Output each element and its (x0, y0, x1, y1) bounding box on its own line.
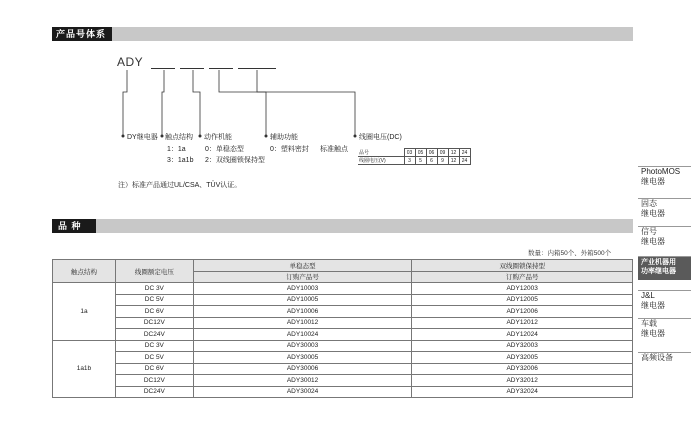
sidebar-item-photomos[interactable] (638, 166, 691, 187)
coil-code-cell: 24 (459, 149, 470, 157)
contact-cell: 1a (53, 283, 116, 341)
sidebar-item-label: 固态 (641, 199, 657, 208)
table-row (53, 386, 633, 398)
coil-voltage-cell: 12 (448, 157, 459, 165)
code-label-coil: 线圈电压(DC) (359, 134, 402, 141)
certification-note: 注）标准产品通过UL/CSA、TÜV认证。 (118, 182, 242, 189)
sidebar-item-label: 继电器 (641, 209, 665, 218)
sidebar-item-label: 功率继电器 (641, 268, 676, 275)
voltage-cell: DC 3V (115, 340, 193, 352)
aux-option-2: 标准触点 (320, 146, 348, 153)
table-row (53, 306, 633, 318)
sidebar-item-label: 信号 (641, 227, 657, 236)
coil-code-cell: 09 (437, 149, 448, 157)
sidebar-item-label: 产业机器用 (641, 259, 676, 266)
header-voltage: 线圈额定电压 (115, 260, 193, 283)
voltage-cell: DC 5V (115, 352, 193, 364)
latching-cell: ADY12012 (412, 317, 633, 329)
function-option-2: 2：双线圈锁保持型 (205, 157, 265, 164)
header-single: 单稳态型 (193, 260, 412, 272)
sidebar-item-label: 继电器 (641, 301, 665, 310)
latching-cell: ADY32005 (412, 352, 633, 364)
latching-cell: ADY12006 (412, 306, 633, 318)
latching-cell: ADY32024 (412, 386, 633, 398)
function-option-1: 0：单稳态型 (205, 146, 244, 153)
contact-option-1: 1：1a (167, 146, 186, 153)
voltage-cell: DC12V (115, 375, 193, 387)
quantity-note: 数量：内箱50个、外箱500个 (528, 250, 612, 257)
sidebar-item-label: PhotoMOS (641, 167, 681, 176)
header-order-no: 订购产品号 (412, 271, 633, 283)
single-cell: ADY30003 (193, 340, 412, 352)
single-cell: ADY30006 (193, 363, 412, 375)
sidebar-item-automotive[interactable] (638, 318, 691, 339)
sidebar-item-label: 高频设备 (641, 353, 673, 362)
latching-cell: ADY32006 (412, 363, 633, 375)
voltage-cell: DC24V (115, 386, 193, 398)
voltage-cell: DC 5V (115, 294, 193, 306)
voltage-cell: DC12V (115, 317, 193, 329)
sidebar-item-industrial-power[interactable] (638, 256, 691, 280)
code-prefix: ADY (117, 55, 144, 69)
coil-code-cell: 03 (404, 149, 415, 157)
latching-cell: ADY12024 (412, 329, 633, 341)
table-row (53, 294, 633, 306)
coil-row-label: 线圈电压(V) (358, 157, 404, 165)
single-cell: ADY30024 (193, 386, 412, 398)
coil-voltage-cell: 9 (437, 157, 448, 165)
single-cell: ADY30005 (193, 352, 412, 364)
contact-cell: 1a1b (53, 340, 116, 398)
latching-cell: ADY32003 (412, 340, 633, 352)
sidebar-item-jl[interactable] (638, 290, 691, 311)
sidebar-item-ssr[interactable] (638, 198, 691, 219)
coil-voltage-table (358, 148, 471, 165)
table-row (53, 329, 633, 341)
single-cell: ADY10005 (193, 294, 412, 306)
section-header-types (52, 219, 633, 233)
code-label-function: 动作机能 (204, 134, 232, 141)
voltage-cell: DC 6V (115, 306, 193, 318)
coil-voltage-cell: 5 (415, 157, 426, 165)
coil-code-cell: 12 (448, 149, 459, 157)
single-cell: ADY10006 (193, 306, 412, 318)
sidebar-item-label: 继电器 (641, 237, 665, 246)
table-row (53, 340, 633, 352)
latching-cell: ADY12003 (412, 283, 633, 295)
coil-code-cell: 05 (415, 149, 426, 157)
single-cell: ADY30012 (193, 375, 412, 387)
single-cell: ADY10012 (193, 317, 412, 329)
section-title: 产品号体系 (52, 27, 112, 41)
code-label-aux: 辅助功能 (270, 134, 298, 141)
table-row (53, 352, 633, 364)
sidebar-item-label: 车载 (641, 319, 657, 328)
single-cell: ADY10024 (193, 329, 412, 341)
voltage-cell: DC 3V (115, 283, 193, 295)
table-row (53, 283, 633, 295)
single-cell: ADY10003 (193, 283, 412, 295)
table-row (53, 363, 633, 375)
sidebar-item-signal[interactable] (638, 226, 691, 247)
voltage-cell: DC 6V (115, 363, 193, 375)
sidebar-item-rf[interactable] (638, 352, 691, 363)
coil-row-label: 品号 (358, 149, 404, 157)
latching-cell: ADY32012 (412, 375, 633, 387)
voltage-cell: DC24V (115, 329, 193, 341)
code-label-dy: DY继电器 (127, 134, 158, 141)
sidebar-item-label: 继电器 (641, 329, 665, 338)
latching-cell: ADY12005 (412, 294, 633, 306)
sidebar-item-label: J&L (641, 291, 655, 300)
coil-voltage-cell: 6 (426, 157, 437, 165)
table-row (53, 317, 633, 329)
table-row (53, 375, 633, 387)
header-order-no: 订购产品号 (193, 271, 412, 283)
product-table (52, 259, 633, 398)
aux-option-1: 0：塑料密封 (270, 146, 309, 153)
section-title: 品 种 (52, 219, 96, 233)
coil-voltage-cell: 24 (459, 157, 470, 165)
sidebar-item-label: 继电器 (641, 177, 665, 186)
header-contact: 触点结构 (53, 260, 116, 283)
coil-code-cell: 06 (426, 149, 437, 157)
code-label-contact: 触点结构 (165, 134, 193, 141)
header-latching: 双线圈锁保持型 (412, 260, 633, 272)
contact-option-2: 3：1a1b (167, 157, 194, 164)
coil-voltage-cell: 3 (404, 157, 415, 165)
